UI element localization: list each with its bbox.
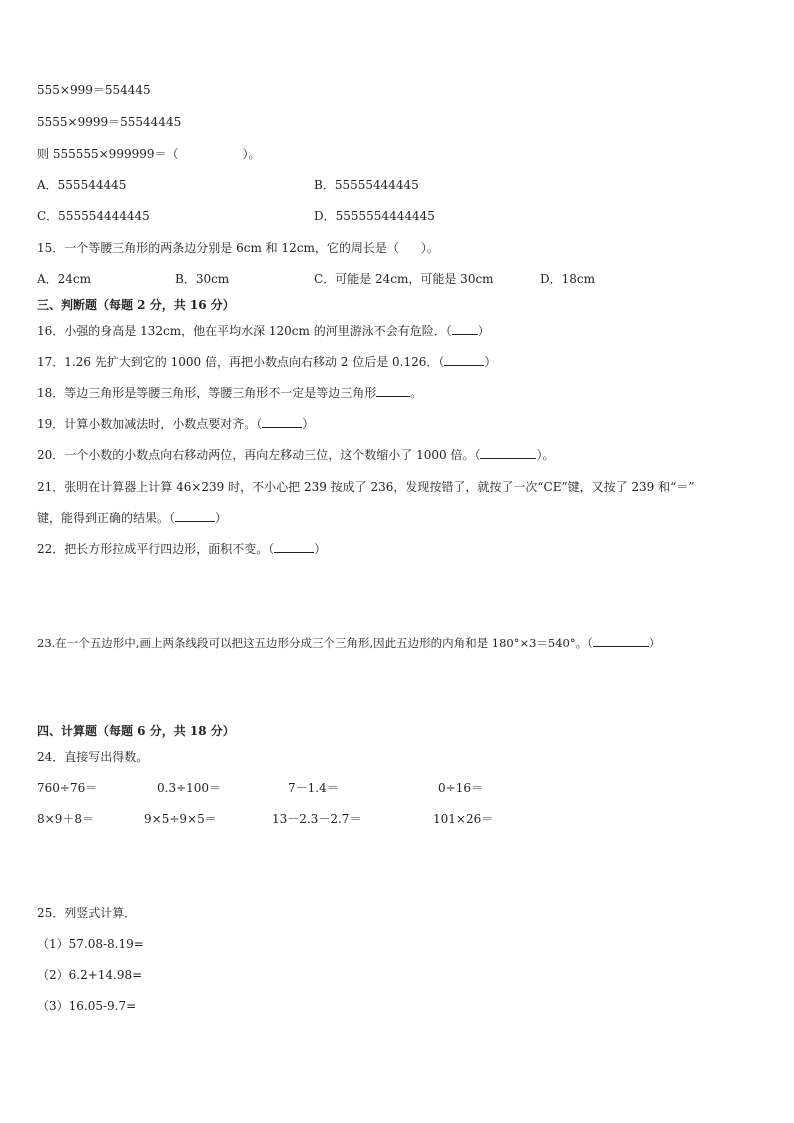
calc-item: 9×5÷9×5＝ <box>144 812 217 826</box>
question-18-close: 。 <box>410 386 423 400</box>
question-21-text: 键，能得到正确的结果。（ <box>37 511 176 525</box>
question-19-close: ） <box>302 417 315 431</box>
question-17-text: 17．1.26 先扩大到它的 1000 倍，再把小数点向右移动 2 位后是 0.126．（ <box>37 355 445 369</box>
question-23-text: 23.在一个五边形中,画上两条线段可以把这五边形分成三个三角形,因此五边形的内角和是 180°×3＝540°。（ <box>37 636 593 650</box>
question-21-line-2 <box>37 510 227 526</box>
question-20 <box>37 447 554 463</box>
question-17-close: ） <box>484 355 497 369</box>
calc-item: 760÷76＝ <box>37 781 98 795</box>
answer-blank-22[interactable] <box>274 541 314 553</box>
question-14-option-d[interactable]: D．5555554444445 <box>314 209 435 223</box>
question-15-stem-suffix: ）。 <box>420 241 439 255</box>
question-14-option-c[interactable]: C．555554444445 <box>37 209 150 223</box>
answer-blank-17[interactable] <box>444 354 484 366</box>
question-21-line-1: 21．张明在计算器上计算 46×239 时，不小心把 239 按成了 236，发现按错了，就按了一次“CE”键，又按了 239 和“＝” <box>37 480 695 494</box>
calc-item: 101×26＝ <box>433 812 494 826</box>
question-17 <box>37 354 496 370</box>
question-25-title: 25．列竖式计算． <box>37 906 137 920</box>
answer-blank-16[interactable] <box>452 323 478 335</box>
question-14-option-a[interactable]: A．555544445 <box>37 178 127 192</box>
question-21-close: ） <box>215 511 228 525</box>
question-16-close: ） <box>477 324 490 338</box>
question-20-text: 20．一个小数的小数点向右移动两位，再向左移动三位，这个数缩小了 1000 倍。（ <box>37 448 481 462</box>
question-15-option-c[interactable]: C．可能是 24cm，可能是 30cm <box>314 272 494 286</box>
question-20-close: ）。 <box>536 448 555 462</box>
section-3-heading: 三、判断题（每题 2 分，共 16 分） <box>37 298 235 312</box>
calc-item: 13－2.3－2.7＝ <box>272 812 362 826</box>
question-24-title: 24．直接写出得数。 <box>37 750 149 764</box>
question-19-text: 19．计算小数加减法时，小数点要对齐。（ <box>37 417 263 431</box>
question-18 <box>37 385 422 401</box>
question-23-close: ） <box>648 636 661 650</box>
question-14-option-b[interactable]: B．55555444445 <box>314 178 419 192</box>
question-14-stem-suffix: ）。 <box>242 147 261 161</box>
calc-item: 8×9＋8＝ <box>37 812 94 826</box>
question-15-option-a[interactable]: A．24cm <box>37 272 92 286</box>
question-16-text: 16．小强的身高是 132cm，他在平均水深 120cm 的河里游泳不会有危险．（ <box>37 324 452 338</box>
answer-blank-21[interactable] <box>175 510 215 522</box>
question-18-text: 18．等边三角形是等腰三角形，等腰三角形不一定是等边三角形 <box>37 386 377 400</box>
calc-item: 0÷16＝ <box>438 781 483 795</box>
answer-blank-18[interactable] <box>376 385 410 397</box>
question-15-stem <box>37 240 439 256</box>
question-22-text: 22．把长方形拉成平行四边形，面积不变。（ <box>37 542 275 556</box>
answer-blank-23[interactable] <box>593 635 649 647</box>
question-15-option-b[interactable]: B．30cm <box>175 272 230 286</box>
vertical-calc-item: （3）16.05-9.7= <box>37 999 137 1013</box>
answer-blank-19[interactable] <box>262 416 302 428</box>
vertical-calc-item: （1）57.08-8.19= <box>37 937 144 951</box>
question-22-close: ） <box>314 542 327 556</box>
question-14-stem-prefix: 则 555555×999999＝（ <box>37 147 179 161</box>
calc-item: 0.3÷100＝ <box>157 781 222 795</box>
question-19 <box>37 416 314 432</box>
equation-line-2: 5555×9999＝55544445 <box>37 115 182 129</box>
question-22 <box>37 541 326 557</box>
question-14-stem <box>37 146 261 162</box>
question-16 <box>37 323 490 339</box>
question-15-stem-prefix: 15．一个等腰三角形的两条边分别是 6cm 和 12cm，它的周长是（ <box>37 241 399 255</box>
vertical-calc-item: （2）6.2+14.98= <box>37 968 143 982</box>
section-4-heading: 四、计算题（每题 6 分，共 18 分） <box>37 724 235 738</box>
question-23 <box>37 635 660 651</box>
calc-item: 7－1.4＝ <box>288 781 339 795</box>
question-15-option-d[interactable]: D．18cm <box>540 272 595 286</box>
answer-blank-20[interactable] <box>480 447 536 459</box>
equation-line-1: 555×999＝554445 <box>37 83 151 97</box>
